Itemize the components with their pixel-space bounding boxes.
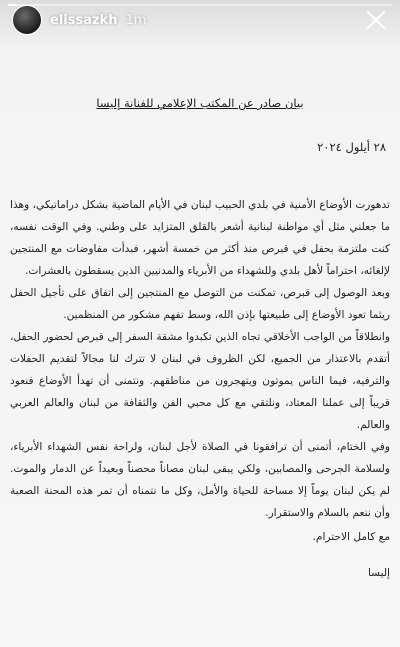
story-header: [0, 0, 400, 40]
statement-paragraph: وفي الختام، أتمنى أن ترافقونا في الصلاة لأجل لبنان، ولراحة نفس الشهداء الأبرياء، ولسلامة الجرحى والمصابين، ولكي يبقى لبنان مصاناً محصناً وبعيداً عن الدمار والموت. لم يكن لبنان يوماً إلا مساحة للحياة والأمل، وكل ما نتمناه أن تمر هذه المحنة الصعبة وأن ننعم بالسلام والاستقرار.: [10, 441, 390, 519]
statement-closing: مع كامل الاحترام.: [312, 531, 390, 543]
statement-paragraph: تدهورت الأوضاع الأمنية في بلدي الحبيب لبنان في الأيام الماضية بشكل دراماتيكي، وهذا ما جعلني مثل أي مواطنة لبنانية أشعر بالقلق المتزايد على وطني. وفي الوقت نفسه، كنت ملتزمة بحفل في قبرص منذ أكثر من خمسة أشهر، فبدأت مفاوضات مع المنتجين لإلغائه، احتراماً لأهل بلدي وللشهداء من الأبرياء والمدنيين الذين يسقطون بالعشرات.: [10, 199, 390, 277]
statement-signature: إليسا: [367, 567, 390, 579]
close-button[interactable]: [362, 6, 390, 34]
statement-paragraph: وبعد الوصول إلى قبرص، تمكنت من التوصل مع المنتجين إلى اتفاق على تأجيل الحفل ريثما تعود الأوضاع إلى طبيعتها بإذن الله، وسط تفهم مشكور من المنظمين.: [10, 287, 390, 321]
statement-document: [10, 96, 390, 584]
username[interactable]: elissazkh: [50, 12, 118, 28]
statement-paragraph: وانطلاقاً من الواجب الأخلاقي تجاه الذين تكبدوا مشقة السفر إلى قبرص لحضور الحفل، أتقدم بالاعتذار من الجميع، لكن الظروف في لبنان لا تترك لنا مجالاً لتقديم الحفلات والترفيه، فيما الناس يموتون ويتهجرون من مناطقهم. ونتمنى أن تهدأ الأوضاع فنعود قريباً إلى عملنا المعتاد، ونلتقي مع كل محبي الفن والثقافة من لبنان والعالم العربي والعالم.: [10, 331, 390, 431]
statement-title: بيان صادر عن المكتب الإعلامي للفنانة إليسا: [96, 96, 304, 110]
avatar[interactable]: [12, 5, 42, 35]
post-time: 1m: [125, 12, 147, 28]
close-icon: [365, 9, 387, 31]
statement-date: ٢٨ أيلول ٢٠٢٤: [317, 140, 386, 154]
